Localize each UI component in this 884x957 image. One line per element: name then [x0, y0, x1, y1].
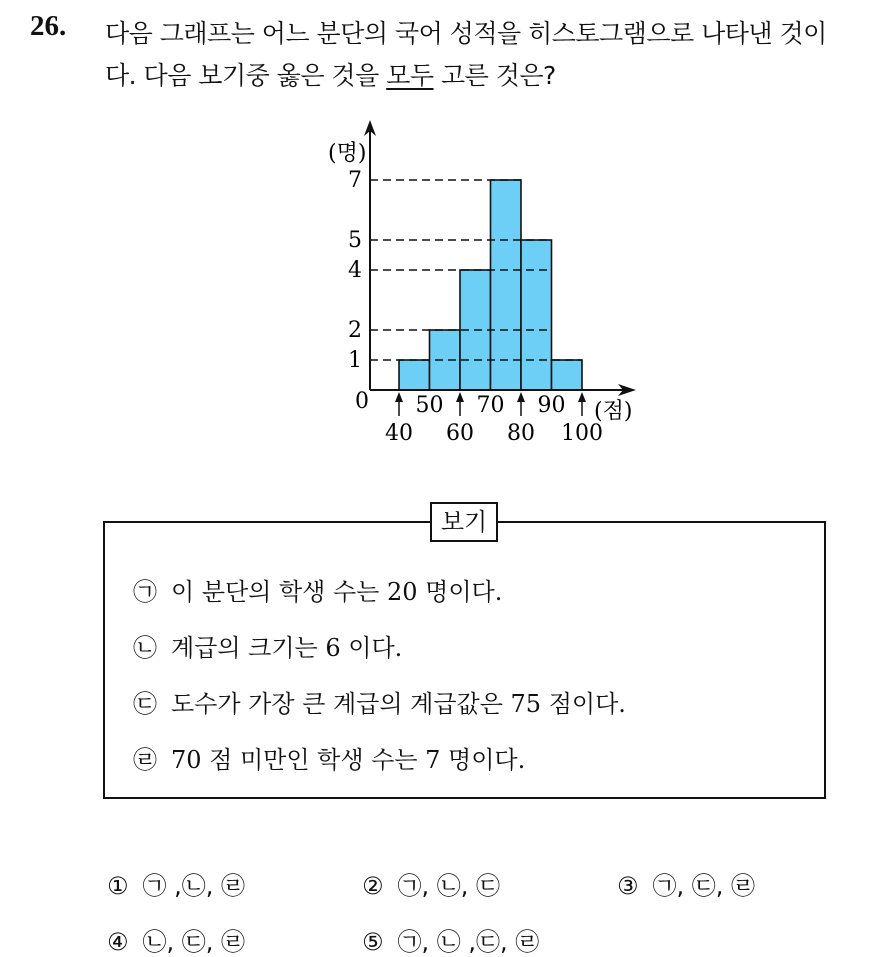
statement-item	[133, 572, 502, 607]
question-text-line1: 다음 그래프는 어느 분단의 국어 성적을 히스토그램으로 나타낸 것이	[105, 19, 827, 48]
y-tick-label: 2	[348, 318, 362, 343]
x-tick-label: 90	[537, 393, 566, 418]
underlined-keyword: 모두	[386, 61, 434, 90]
x-tick-label: 40	[385, 421, 413, 446]
tick-arrow-head-icon	[395, 392, 403, 402]
statement-item	[133, 684, 626, 719]
histogram-bars	[399, 180, 582, 390]
histogram-bar	[552, 360, 583, 390]
histogram-bar	[491, 180, 522, 390]
statement-text: 계급의 크기는 6 이다.	[171, 634, 403, 662]
choice-number: ③	[617, 872, 639, 900]
choice-text: ㉠, ㉢, ㉣	[652, 872, 756, 900]
choice-text: ㉡, ㉢, ㉣	[142, 928, 246, 956]
statement-text: 이 분단의 학생 수는 20 명이다.	[171, 578, 503, 606]
statement-text: 도수가 가장 큰 계급의 계급값은 75 점이다.	[171, 690, 626, 718]
choice-number: ⑤	[362, 928, 384, 956]
question-text-part: 다. 다음 보기중 옳은 것을	[105, 61, 387, 90]
x-tick-label: 100	[561, 421, 603, 446]
choice-option-4[interactable]	[107, 922, 245, 957]
histogram-bar	[399, 360, 430, 390]
statement-marker: ㉠	[133, 578, 157, 606]
x-tick-label: 70	[476, 393, 505, 418]
example-box-title: 보기	[430, 502, 498, 542]
statement-marker: ㉢	[133, 690, 157, 718]
choice-number: ①	[107, 872, 129, 900]
choice-option-5[interactable]	[362, 922, 539, 957]
x-tick-label: 80	[507, 421, 535, 446]
x-axis-label: (점)	[594, 399, 633, 424]
choice-text: ㉠, ㉡ ,㉢, ㉣	[397, 928, 540, 956]
question-text-part: 고른 것은?	[433, 61, 556, 90]
y-axis-label: (명)	[328, 141, 367, 166]
choice-option-2[interactable]	[362, 866, 500, 901]
x-tick-label: 50	[415, 393, 444, 418]
statement-item	[133, 740, 525, 775]
x-tick-label: 60	[446, 421, 474, 446]
y-tick-label: 7	[348, 168, 362, 193]
statement-item	[133, 628, 402, 663]
statement-marker: ㉣	[133, 746, 157, 774]
y-tick-label: 5	[348, 228, 362, 253]
choice-text: ㉠, ㉡, ㉢	[397, 872, 501, 900]
choice-text: ㉠ ,㉡, ㉣	[142, 872, 246, 900]
tick-arrow-head-icon	[456, 392, 464, 402]
statement-marker: ㉡	[133, 634, 157, 662]
origin-label: 0	[355, 389, 369, 414]
choice-option-3[interactable]	[617, 866, 755, 901]
tick-arrow-head-icon	[517, 392, 525, 402]
choice-number: ②	[362, 872, 384, 900]
y-tick-label: 1	[348, 348, 362, 373]
question-number: 26.	[30, 10, 67, 42]
statement-text: 70 점 미만인 학생 수는 7 명이다.	[171, 746, 526, 774]
choice-option-1[interactable]	[107, 866, 245, 901]
y-tick-label: 4	[348, 258, 362, 283]
histogram-bar	[521, 240, 552, 390]
choice-number: ④	[107, 928, 129, 956]
tick-arrow-head-icon	[578, 392, 586, 402]
histogram-chart	[0, 0, 884, 460]
